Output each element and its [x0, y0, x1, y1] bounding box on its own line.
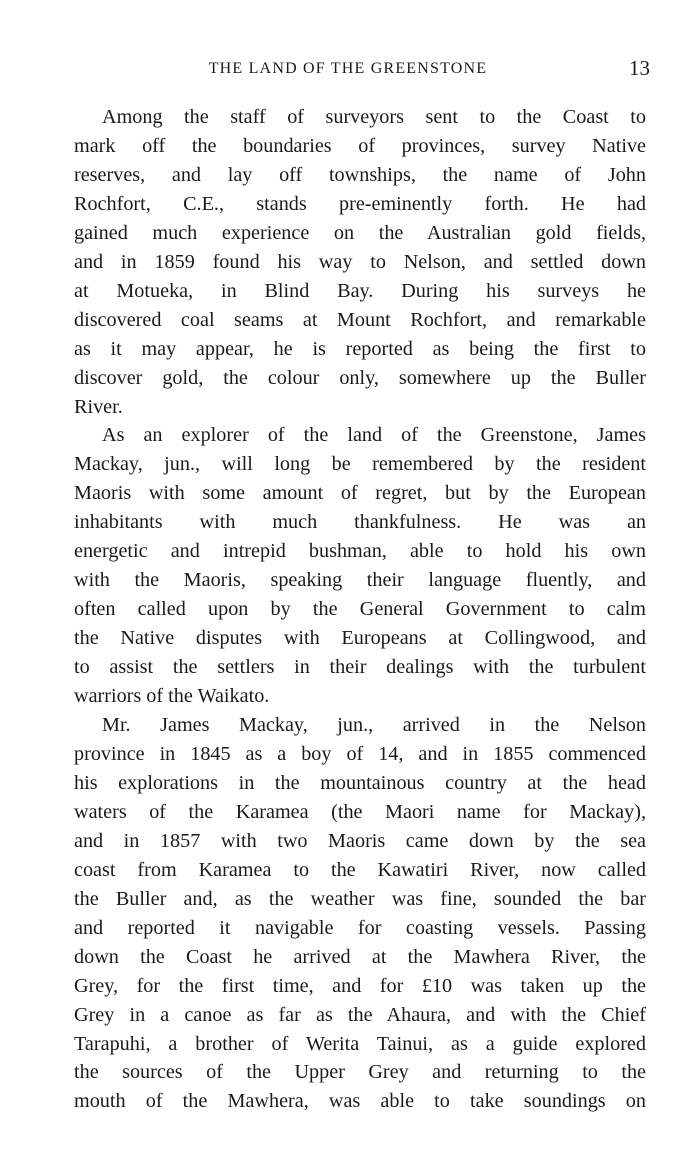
- text-line: energetic and intrepid bushman, able to hold his own: [74, 540, 646, 563]
- text-line: the Native disputes with Europeans at Collingwood, and: [74, 627, 646, 650]
- text-line: with the Maoris, speaking their language fluently, and: [74, 569, 646, 592]
- text-line: and in 1857 with two Maoris came down by the sea: [74, 829, 646, 852]
- text-line: inhabitants with much thankfulness. He was an: [74, 511, 646, 534]
- text-line: Grey in a canoe as far as the Ahaura, and with the Chief: [74, 1003, 646, 1026]
- text-line: his explorations in the mountainous country at the head: [74, 771, 646, 794]
- text-line: and reported it navigable for coasting vessels. Passing: [74, 916, 646, 939]
- text-line: Maoris with some amount of regret, but by the European: [74, 482, 646, 505]
- text-line: to assist the settlers in their dealings with the turbulent: [74, 656, 646, 679]
- text-line: reserves, and lay off townships, the name of John: [74, 163, 646, 186]
- paragraph-mackay-explorer: [46, 421, 646, 711]
- text-line: the Buller and, as the weather was fine, sounded the bar: [74, 887, 646, 910]
- page-header: [46, 56, 650, 86]
- text-line: coast from Karamea to the Kawatiri River, now called: [74, 858, 646, 881]
- text-line: and in 1859 found his way to Nelson, and settled down: [74, 250, 646, 273]
- page-number: 13: [629, 56, 650, 80]
- text-line: mark off the boundaries of provinces, survey Native: [74, 134, 646, 157]
- text-line: Rochfort, C.E., stands pre-eminently forth. He had: [74, 192, 646, 215]
- text-line: Mr. James Mackay, jun., arrived in the Nelson: [102, 714, 646, 737]
- text-line: often called upon by the General Government to calm: [74, 598, 646, 621]
- text-line: Among the staff of surveyors sent to the Coast to: [102, 106, 646, 128]
- text-line: Grey, for the first time, and for £10 was taken up the: [74, 974, 646, 997]
- page-body: [46, 103, 646, 1116]
- text-line: discover gold, the colour only, somewhere up the Buller: [74, 366, 646, 389]
- text-line: waters of the Karamea (the Maori name for Mackay),: [74, 800, 646, 823]
- paragraph-mackay-arrival: [46, 711, 646, 1116]
- text-line: Mackay, jun., will long be remembered by the resident: [74, 453, 646, 476]
- text-line: warriors of the Waikato.: [74, 685, 270, 708]
- text-line: River.: [74, 395, 123, 418]
- running-title: THE LAND OF THE GREENSTONE: [208, 60, 488, 77]
- text-line: Tarapuhi, a brother of Werita Tainui, as a guide explored: [74, 1032, 646, 1055]
- text-line: mouth of the Mawhera, was able to take soundings on: [74, 1090, 646, 1113]
- paragraph-rochfort: [46, 103, 646, 421]
- text-line: discovered coal seams at Mount Rochfort, and remarkable: [74, 308, 646, 331]
- text-line: down the Coast he arrived at the Mawhera River, the: [74, 945, 646, 968]
- text-line: at Motueka, in Blind Bay. During his surveys he: [74, 279, 646, 302]
- text-line: province in 1845 as a boy of 14, and in 1855 commenced: [74, 742, 646, 765]
- text-line: the sources of the Upper Grey and returning to the: [74, 1061, 646, 1084]
- text-line: As an explorer of the land of the Greenstone, James: [102, 424, 646, 447]
- text-line: as it may appear, he is reported as being the first to: [74, 337, 646, 360]
- text-line: gained much experience on the Australian gold fields,: [74, 221, 646, 244]
